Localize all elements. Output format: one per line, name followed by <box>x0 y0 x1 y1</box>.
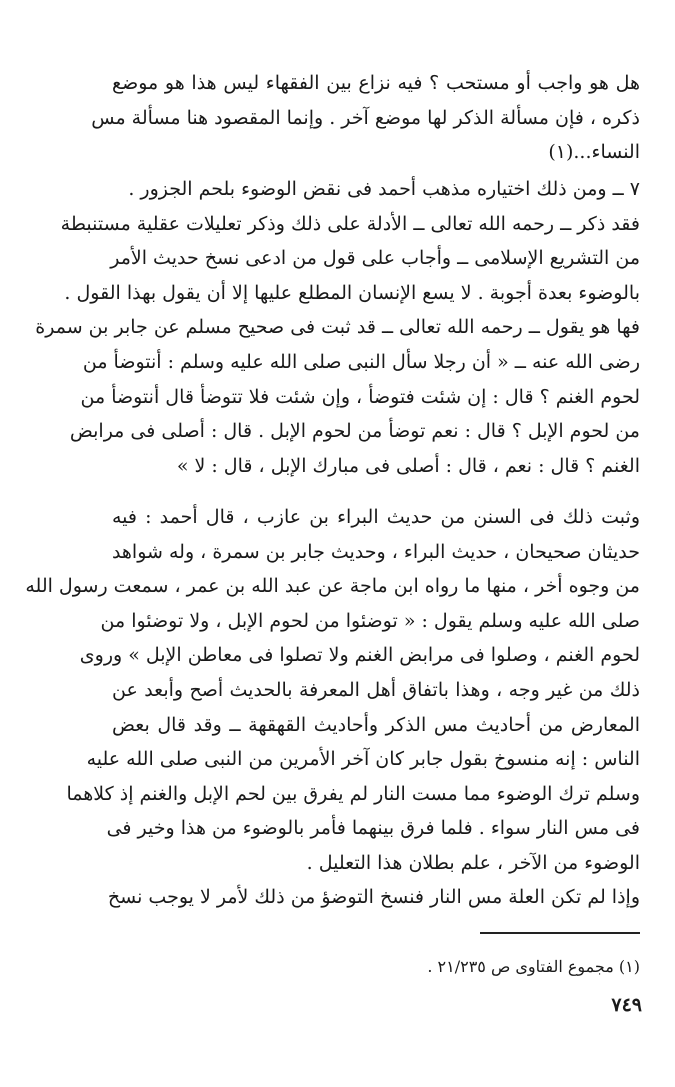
text-line: ٧ ــ ومن ذلك اختياره مذهب أحمد فى نقض الوضوء بلحم الجزور . <box>128 178 640 200</box>
text-line: وإذا لم تكن العلة مس النار فنسخ التوضؤ من ذلك لأمر لا يوجب نسخ <box>107 886 640 908</box>
text-line: صلى الله عليه وسلم يقول : « توضئوا من لحوم الإبل ، ولا توضئوا من <box>100 609 640 632</box>
text-line: الوضوء من الآخر ، علم بطلان هذا التعليل . <box>306 851 640 874</box>
text-line: لحوم الغنم ، وصلوا فى مرابض الغنم ولا تصلوا فى معاطن الإبل » وروى <box>79 644 640 667</box>
paragraph-3 <box>25 500 640 881</box>
footnote-divider <box>480 932 640 934</box>
text-line: الغنم ؟ قال : نعم ، قال : أصلى فى مبارك الإبل ، قال : لا » <box>176 454 640 477</box>
text-line: ذلك من غير وجه ، وهذا باتفاق أهل المعرفة بالحديث أصح وأبعد عن <box>112 678 640 701</box>
text-line: الناس : إنه منسوخ بقول جابر كان آخر الأمرين من النبى صلى الله عليه <box>86 748 640 771</box>
text-line: النساء...(١) <box>548 141 640 164</box>
text-line: وسلم ترك الوضوء مما مست النار لم يفرق بين لحم الإبل والغنم إذ كلاهما <box>66 782 640 805</box>
text-line: فقد ذكر ــ رحمه الله تعالى ــ الأدلة على ذلك وذكر تعليلات عقلية مستنبطة <box>60 212 640 235</box>
text-line: من وجوه أخر ، منها ما رواه ابن ماجة عن عبد الله بن عمر ، سمعت رسول الله <box>25 575 640 598</box>
text-line: لحوم الغنم ؟ قال : إن شئت فتوضأ ، وإن شئت فلا تتوضأ قال أنتوضأ من <box>80 385 640 408</box>
text-line: رضى الله عنه ــ « أن رجلا سأل النبى صلى الله عليه وسلم : أنتوضأ من <box>82 350 640 373</box>
text-line: بالوضوء بعدة أجوبة . لا يسع الإنسان المطلع عليها إلا أن يقول بهذا القول . <box>64 281 640 304</box>
text-line: من لحوم الإبل ؟ قال : نعم توضأ من لحوم الإبل . قال : أصلى فى مرابض <box>69 420 640 443</box>
text-line: حديثان صحيحان ، حديث البراء ، وحديث جابر بن سمرة ، وله شواهد <box>111 540 640 563</box>
paragraph-2 <box>35 172 640 483</box>
text-line: فها هو يقول ــ رحمه الله تعالى ــ قد ثبت فى صحيح مسلم عن جابر بن سمرة <box>35 316 640 339</box>
text-line: هل هو واجب أو مستحب ؟ فيه نزاع بين الفقهاء ليس هذا هو موضع <box>112 72 640 94</box>
text-line: وثبت ذلك فى السنن من حديث البراء بن عازب ، قال أحمد : فيه <box>112 506 640 528</box>
text-line: المعارض من أحاديث مس الذكر وأحاديث القهقهة ــ وقد قال بعض <box>112 713 640 736</box>
paragraph-4 <box>107 880 640 915</box>
page-number: ٧٤٩ <box>611 994 642 1016</box>
text-line: فى مس النار سواء . فلما فرق بينهما فأمر بالوضوء من هذا وخير فى <box>106 817 640 840</box>
footnote: (١) مجموع الفتاوى ص ٢١/٢٣٥ . <box>427 957 640 976</box>
text-line: ذكره ، فإن مسألة الذكر لها موضع آخر . وإنما المقصود هنا مسألة مس <box>91 106 640 129</box>
text-line: من التشريع الإسلامى ــ وأجاب على قول من ادعى نسخ حديث الأمر <box>110 247 640 270</box>
paragraph-1 <box>91 66 640 170</box>
